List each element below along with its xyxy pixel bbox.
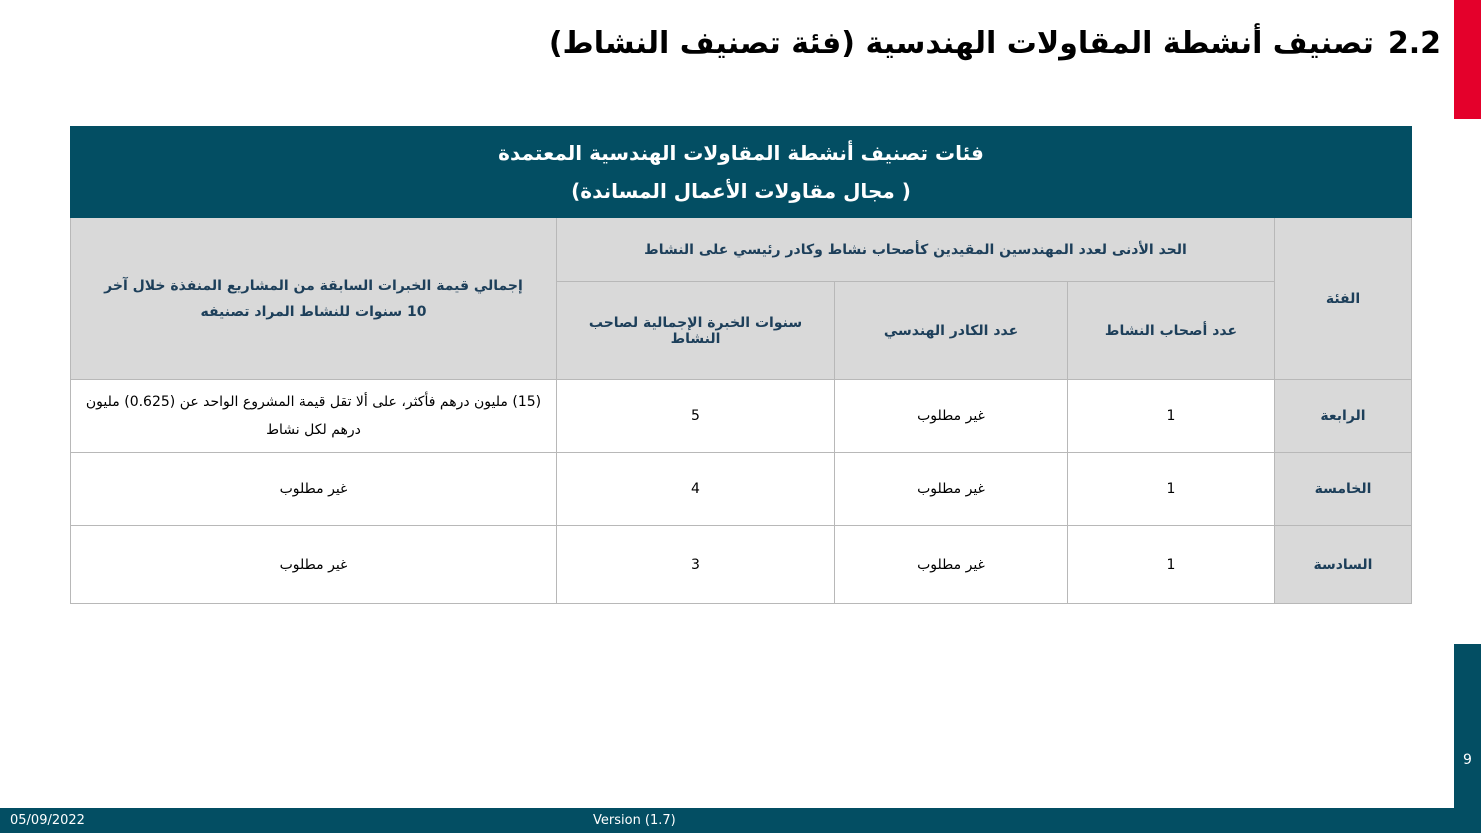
row-experience: (15) مليون درهم فأكثر، على ألا تقل قيمة المشروع الواحد عن (0.625) مليون درهم لكل نشاط bbox=[71, 380, 557, 453]
row-category: الخامسة bbox=[1275, 453, 1412, 526]
footer-bar bbox=[0, 808, 1454, 833]
footer-version: Version (1.7) bbox=[593, 813, 676, 828]
table-header-line2: ( مجال مقاولات الأعمال المساندة) bbox=[571, 179, 911, 203]
row-owners: 1 bbox=[1068, 380, 1275, 453]
section-number: 2.2 bbox=[1387, 26, 1441, 61]
row-years: 5 bbox=[557, 380, 835, 453]
col-header-years: سنوات الخبرة الإجمالية لصاحب النشاط bbox=[557, 282, 835, 380]
col-header-min-engineers: الحد الأدنى لعدد المهندسين المقيدين كأصحاب نشاط وكادر رئيسي على النشاط bbox=[557, 218, 1275, 282]
table-row bbox=[71, 380, 1412, 453]
footer-date: 05/09/2022 bbox=[10, 813, 85, 828]
row-staff: غير مطلوب bbox=[835, 380, 1068, 453]
table-row bbox=[71, 526, 1412, 604]
table-row bbox=[71, 453, 1412, 526]
col-header-experience-value: إجمالي قيمة الخبرات السابقة من المشاريع المنفذة خلال آخر 10 سنوات للنشاط المراد تصنيفه bbox=[71, 218, 557, 380]
row-staff: غير مطلوب bbox=[835, 453, 1068, 526]
row-years: 3 bbox=[557, 526, 835, 604]
col-header-owners: عدد أصحاب النشاط bbox=[1068, 282, 1275, 380]
slide-title bbox=[241, 26, 1441, 61]
row-staff: غير مطلوب bbox=[835, 526, 1068, 604]
row-years: 4 bbox=[557, 453, 835, 526]
row-owners: 1 bbox=[1068, 526, 1275, 604]
page-number: 9 bbox=[1463, 752, 1472, 768]
title-text: تصنيف أنشطة المقاولات الهندسية (فئة تصنيف النشاط) bbox=[548, 26, 1374, 61]
row-category: السادسة bbox=[1275, 526, 1412, 604]
table-main-header bbox=[71, 127, 1412, 218]
row-experience: غير مطلوب bbox=[71, 526, 557, 604]
accent-teal-bar bbox=[1454, 644, 1481, 833]
classification-table bbox=[70, 126, 1412, 604]
row-owners: 1 bbox=[1068, 453, 1275, 526]
table-header-line1: فئات تصنيف أنشطة المقاولات الهندسية المعتمدة bbox=[498, 141, 984, 165]
col-header-staff: عدد الكادر الهندسي bbox=[835, 282, 1068, 380]
accent-red-bar bbox=[1454, 0, 1481, 119]
col-header-category: الفئة bbox=[1275, 218, 1412, 380]
row-experience: غير مطلوب bbox=[71, 453, 557, 526]
row-category: الرابعة bbox=[1275, 380, 1412, 453]
